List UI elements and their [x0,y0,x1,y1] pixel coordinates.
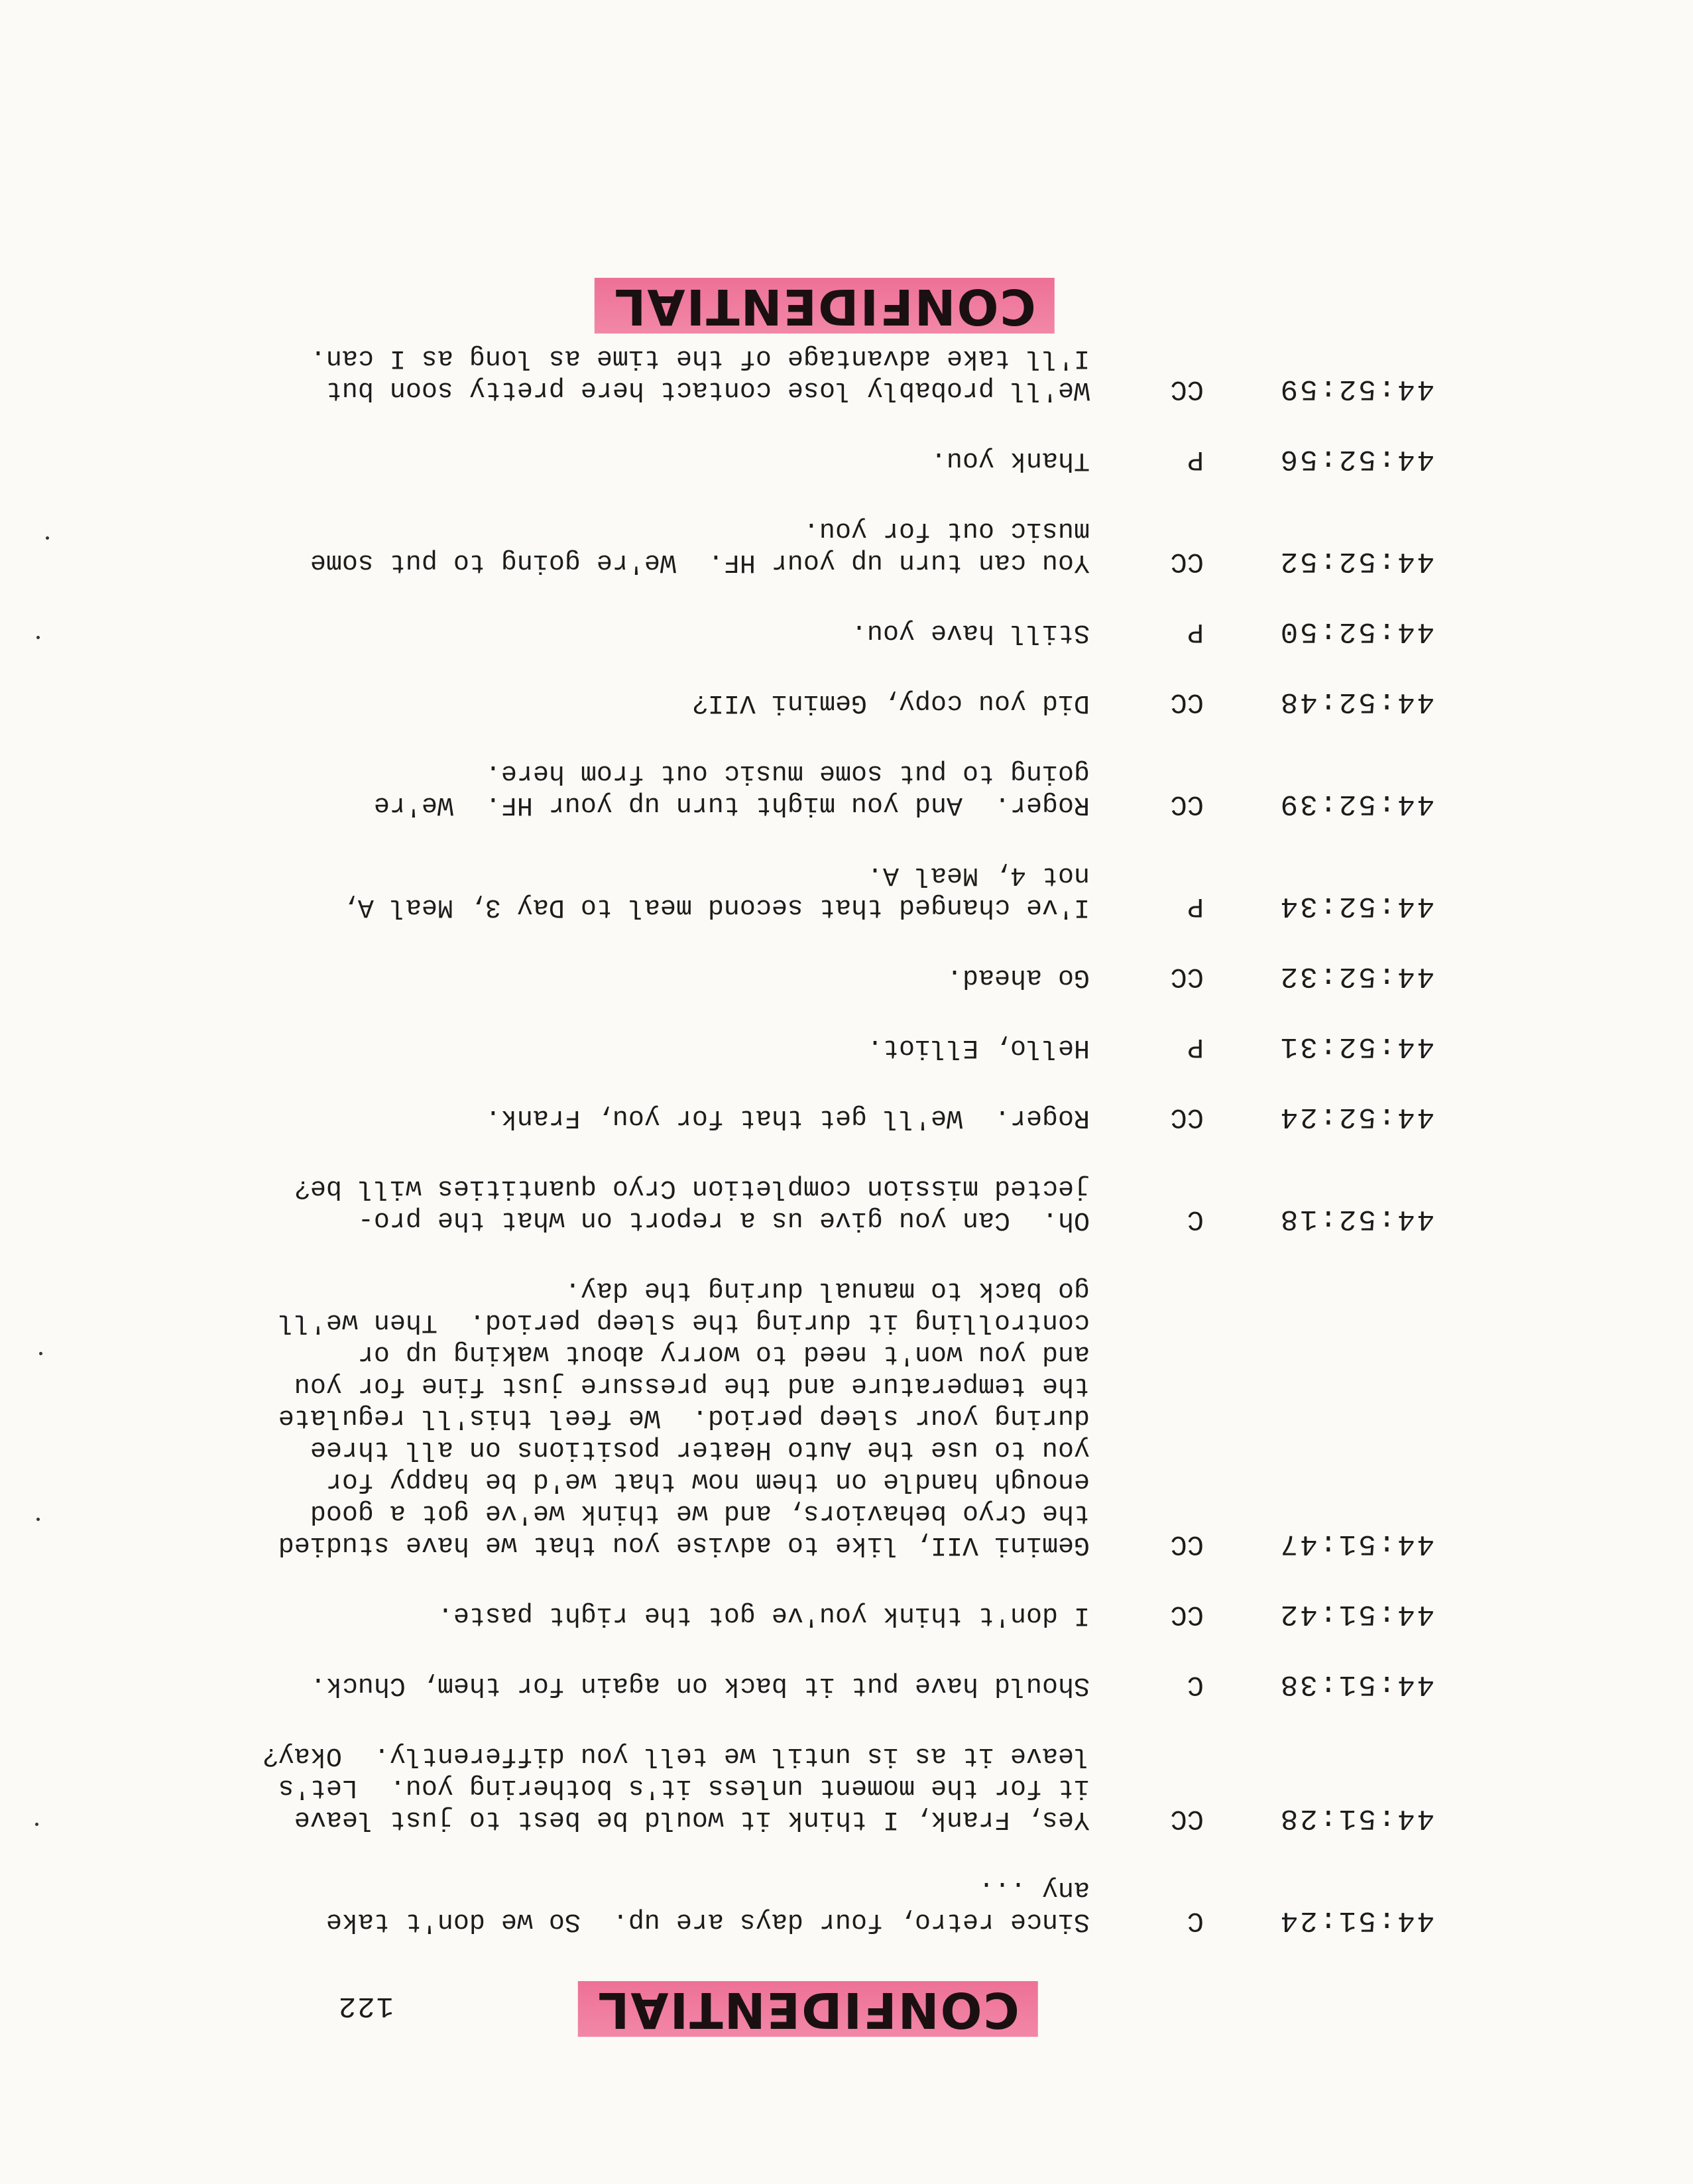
transcript-entry [175,444,1434,475]
entry-speaker: C [1187,1905,1204,1937]
transcript-entry [175,514,1434,577]
transcript-entry [175,961,1434,993]
transcript-entry [175,1274,1434,1560]
entry-text: Go ahead. [946,962,1090,992]
entry-text: Did you copy, Gemini VII? [691,688,1090,717]
entry-text: Since retro, four days are up. So we don't take any ... [325,1874,1090,1936]
margin-mark [35,1823,38,1826]
entry-speaker: P [1187,890,1204,922]
transcript-entry [175,341,1434,405]
transcript-entries [175,303,1434,1937]
entry-text: We'll probably lose contact here pretty soon but I'll take advantage of the time as long as I can. [310,343,1090,404]
transcript-entry [175,1172,1434,1235]
entry-text: You can turn up your HF. We're going to put some music out for you. [310,515,1090,577]
entry-speaker: CC [1170,1528,1204,1560]
transcript-entry [175,1873,1434,1937]
entry-speaker: P [1187,444,1204,475]
transcript-entry [175,1599,1434,1630]
entry-speaker: CC [1170,373,1204,405]
entry-timestamp: 44:52:31 [1278,1030,1434,1063]
entry-timestamp: 44:51:24 [1278,1904,1434,1937]
entry-speaker: CC [1170,1101,1204,1133]
entry-text: Gemini VII, like to advise you that we have studied the Cryo behaviors, and we think we've got a good enough handle on them now that we'd be happy for you to use the Auto Heater positions on all three during your sleep period. We feel this'll regulate the temperature and the pressure just fine for you and you won't need to worry about waking up or controlling it during the sleep period. Then we'll go back to manual during the day. [278,1275,1090,1559]
entry-text: Thank you. [930,445,1090,475]
entry-text: I don't think you've got the right paste. [437,1600,1090,1630]
entry-text: Should have put it back on again for them, Chuck. [310,1670,1090,1700]
margin-mark [39,1352,42,1355]
margin-mark [46,536,49,540]
entry-speaker: CC [1170,686,1204,718]
entry-text: Oh. Can you give us a report on what the pro- jected mission completion Cryo quantities will be? [294,1173,1090,1235]
entry-text: I've changed that second meal to Day 3, Meal A, not 4, Meal A. [341,860,1090,922]
entry-timestamp: 44:51:42 [1278,1597,1434,1630]
margin-mark [36,1518,40,1521]
entry-timestamp: 44:52:59 [1278,372,1434,405]
entry-speaker: CC [1170,1599,1204,1630]
transcript-entry [175,1739,1434,1835]
entry-timestamp: 44:52:24 [1278,1100,1434,1133]
confidential-stamp-bottom: CONFIDENTIAL [595,278,1055,334]
entry-speaker: P [1187,616,1204,648]
entry-speaker: CC [1170,1803,1204,1835]
entry-timestamp: 44:52:48 [1278,685,1434,718]
entry-speaker: CC [1170,546,1204,577]
entry-timestamp: 44:52:34 [1278,889,1434,922]
transcript-entry [175,1031,1434,1063]
transcript-entry [175,1669,1434,1701]
transcript-entry [175,1101,1434,1133]
entry-timestamp: 44:52:32 [1278,959,1434,993]
transcript-entry [175,686,1434,718]
entry-timestamp: 44:51:38 [1278,1668,1434,1701]
entry-speaker: CC [1170,788,1204,820]
entry-timestamp: 44:52:52 [1278,544,1434,577]
transcript-entry [175,757,1434,820]
entry-text: Yes, Frank, I think it would be best to just leave it for the moment unless it's bothering you. Let's leave it as is until we tell you differently. Okay? [262,1740,1090,1834]
entry-text: Roger. And you might turn up your HF. We're going to put some music out from here. [373,758,1090,819]
entry-timestamp: 44:51:28 [1278,1801,1434,1835]
entry-text: Roger. We'll get that for you, Frank. [485,1103,1090,1132]
confidential-stamp-top: CONFIDENTIAL [578,1981,1038,2037]
entry-text: Still have you. [850,617,1090,647]
entry-timestamp: 44:52:18 [1278,1202,1434,1235]
entry-speaker: C [1187,1669,1204,1701]
entry-speaker: P [1187,1031,1204,1063]
entry-timestamp: 44:52:50 [1278,615,1434,648]
page-number: 122 [337,1989,394,2022]
transcript-entry [175,616,1434,648]
entry-timestamp: 44:52:39 [1278,787,1434,820]
margin-mark [36,636,40,639]
entry-speaker: C [1187,1203,1204,1235]
entry-timestamp: 44:52:56 [1278,442,1434,475]
entry-speaker: CC [1170,961,1204,993]
entry-text: Hello, Elliot. [866,1032,1090,1062]
entry-timestamp: 44:51:47 [1278,1527,1434,1560]
transcript-entry [175,859,1434,922]
